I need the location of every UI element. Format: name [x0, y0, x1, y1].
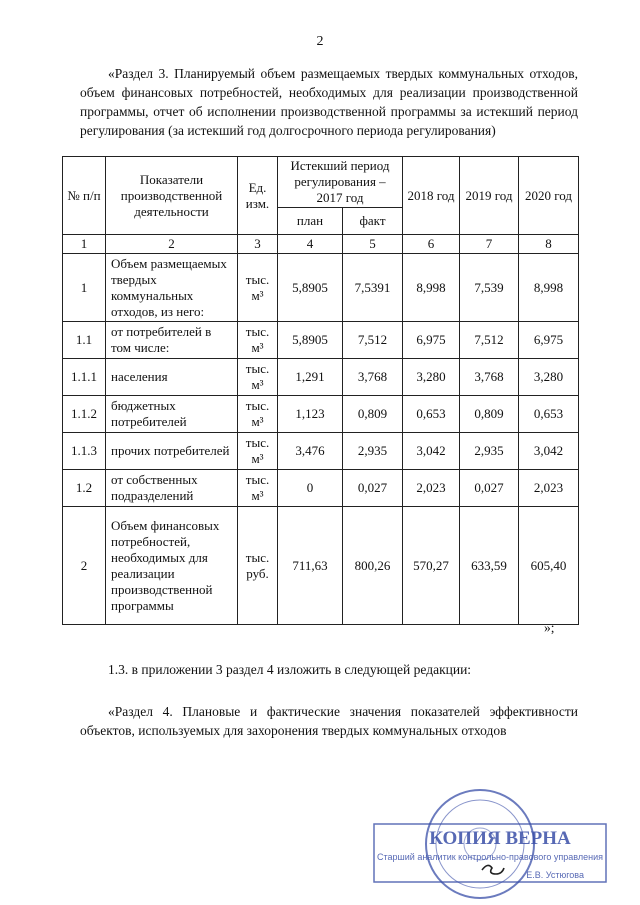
row-2020: 8,998	[519, 254, 579, 322]
row-indicator: Объем размещаемых твердых коммунальных отходов, из него:	[106, 254, 238, 322]
row-fact: 3,768	[343, 359, 403, 396]
section3-intro: «Раздел 3. Планируемый объем размещаемых твердых коммунальных отходов, объем финансовых потребностей, необходимых для реализации производственной программы, отчет об исполнении производственной программы за истекший период регулирования (за истекший год долгосрочного периода регулирования)	[80, 66, 578, 138]
stamp-title: КОПИЯ ВЕРНА	[429, 828, 571, 849]
row-2018: 0,653	[403, 396, 460, 433]
table-row	[63, 396, 579, 433]
row-2018: 3,280	[403, 359, 460, 396]
row-2020: 6,975	[519, 322, 579, 359]
row-2019: 633,59	[460, 507, 519, 625]
row-indicator: от собственных подразделений	[106, 470, 238, 507]
row-2018: 570,27	[403, 507, 460, 625]
row-num: 1.2	[63, 470, 106, 507]
header-2019: 2019 год	[460, 157, 519, 235]
row-num: 1	[63, 254, 106, 322]
signature-mark	[482, 865, 504, 874]
col-number: 7	[460, 235, 519, 254]
row-unit: тыс. м³	[238, 359, 278, 396]
table-row	[63, 322, 579, 359]
table-row	[63, 433, 579, 470]
page-number: 2	[316, 34, 324, 49]
production-program-table	[62, 156, 579, 625]
col-number: 8	[519, 235, 579, 254]
paragraph-1-3: 1.3. в приложении 3 раздел 4 изложить в следующей редакции:	[108, 662, 472, 677]
row-num: 1.1.1	[63, 359, 106, 396]
header-2020: 2020 год	[519, 157, 579, 235]
row-plan: 711,63	[278, 507, 343, 625]
stamp-position: Старший аналитик контрольно-правового управления	[377, 852, 603, 862]
row-2019: 7,512	[460, 322, 519, 359]
row-fact: 0,027	[343, 470, 403, 507]
row-indicator: Объем финансовых потребностей, необходимых для реализации производственной программы	[106, 507, 238, 625]
certification-stamp	[370, 786, 610, 901]
row-plan: 1,291	[278, 359, 343, 396]
row-fact: 0,809	[343, 396, 403, 433]
row-plan: 5,8905	[278, 322, 343, 359]
col-number: 1	[63, 235, 106, 254]
row-2019: 2,935	[460, 433, 519, 470]
row-2018: 2,023	[403, 470, 460, 507]
row-plan: 1,123	[278, 396, 343, 433]
row-2018: 6,975	[403, 322, 460, 359]
table-row	[63, 254, 579, 322]
row-unit: тыс. руб.	[238, 507, 278, 625]
section3-closing-quote: »;	[544, 620, 555, 635]
row-indicator: населения	[106, 359, 238, 396]
stamp-name: Е.В. Устюгова	[526, 870, 584, 880]
table-row	[63, 470, 579, 507]
row-2020: 0,653	[519, 396, 579, 433]
header-fact: факт	[343, 208, 403, 235]
row-2018: 8,998	[403, 254, 460, 322]
row-unit: тыс. м³	[238, 470, 278, 507]
col-number: 4	[278, 235, 343, 254]
row-2019: 7,539	[460, 254, 519, 322]
row-2019: 3,768	[460, 359, 519, 396]
row-2018: 3,042	[403, 433, 460, 470]
row-fact: 2,935	[343, 433, 403, 470]
row-2020: 3,042	[519, 433, 579, 470]
row-num: 1.1.3	[63, 433, 106, 470]
row-fact: 7,5391	[343, 254, 403, 322]
header-num: № п/п	[63, 157, 106, 235]
row-fact: 800,26	[343, 507, 403, 625]
row-plan: 3,476	[278, 433, 343, 470]
col-number: 6	[403, 235, 460, 254]
col-number: 2	[106, 235, 238, 254]
row-2020: 605,40	[519, 507, 579, 625]
header-period: Истекший период регулирования – 2017 год	[278, 157, 403, 208]
row-2019: 0,027	[460, 470, 519, 507]
section4-intro: «Раздел 4. Плановые и фактические значения показателей эффективности объектов, используемых для захоронения твердых коммунальных отходов	[80, 704, 578, 738]
header-indicator: Показатели производственной деятельности	[106, 157, 238, 235]
col-number: 3	[238, 235, 278, 254]
row-indicator: прочих потребителей	[106, 433, 238, 470]
row-indicator: бюджетных потребителей	[106, 396, 238, 433]
header-2018: 2018 год	[403, 157, 460, 235]
row-num: 2	[63, 507, 106, 625]
row-unit: тыс. м³	[238, 254, 278, 322]
row-fact: 7,512	[343, 322, 403, 359]
row-unit: тыс. м³	[238, 322, 278, 359]
row-2019: 0,809	[460, 396, 519, 433]
row-unit: тыс. м³	[238, 433, 278, 470]
header-unit: Ед. изм.	[238, 157, 278, 235]
row-plan: 5,8905	[278, 254, 343, 322]
row-unit: тыс. м³	[238, 396, 278, 433]
row-num: 1.1	[63, 322, 106, 359]
row-2020: 3,280	[519, 359, 579, 396]
header-plan: план	[278, 208, 343, 235]
col-number: 5	[343, 235, 403, 254]
row-2020: 2,023	[519, 470, 579, 507]
table-row	[63, 359, 579, 396]
table-row	[63, 507, 579, 625]
row-num: 1.1.2	[63, 396, 106, 433]
row-plan: 0	[278, 470, 343, 507]
row-indicator: от потребителей в том числе:	[106, 322, 238, 359]
